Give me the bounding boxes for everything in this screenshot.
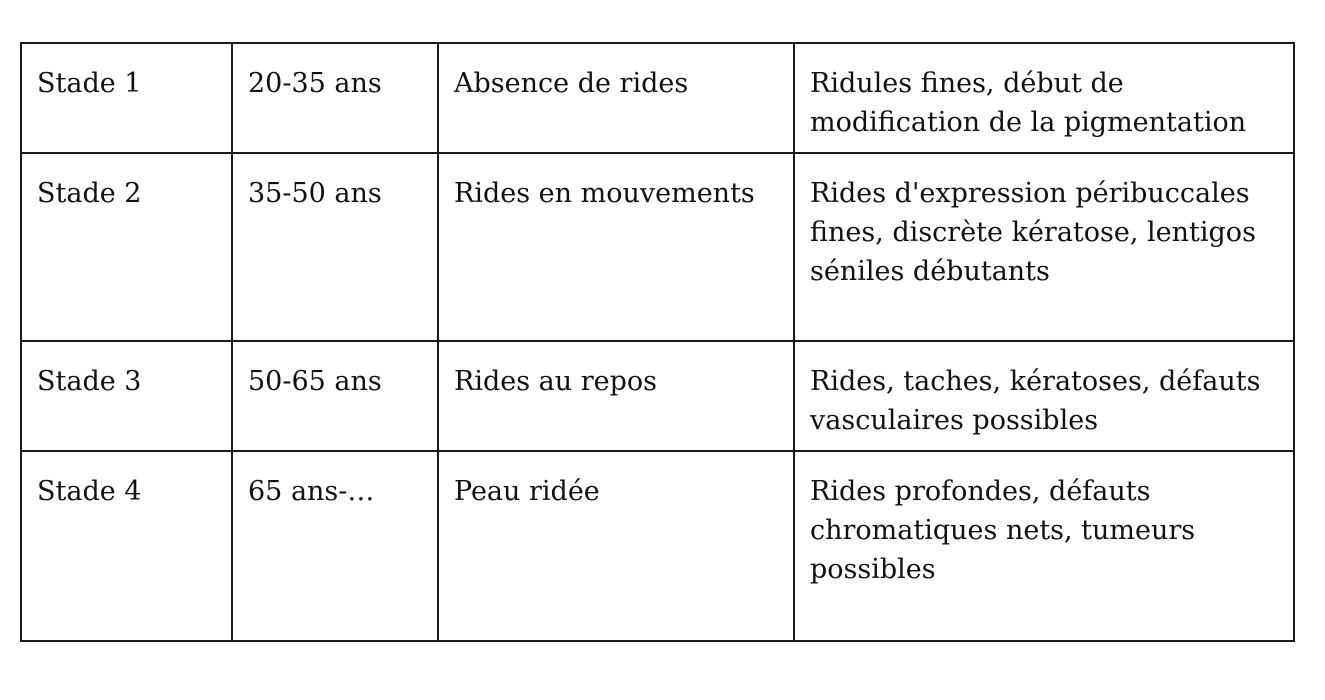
stage-label: Stade 2 xyxy=(37,178,142,209)
wrinkles-status: Rides au repos xyxy=(454,366,658,397)
stage-cell xyxy=(21,43,232,153)
table-row xyxy=(21,153,1294,341)
age-range: 50-65 ans xyxy=(248,366,382,397)
skin-description: Rides profondes, défauts chromatiques nets, tumeurs possibles xyxy=(810,476,1196,585)
stage-cell xyxy=(21,341,232,451)
table-row xyxy=(21,341,1294,451)
skin-description: Rides d'expression péribuccales fines, discrète kératose, lentigos séniles débutants xyxy=(810,178,1256,287)
stage-cell xyxy=(21,153,232,341)
wrinkles-status: Rides en mouvements xyxy=(454,178,755,209)
description-cell xyxy=(794,43,1294,153)
wrinkles-cell xyxy=(438,341,794,451)
skin-description: Rides, taches, kératoses, défauts vasculaires possibles xyxy=(810,366,1261,436)
skin-aging-stages-table xyxy=(20,42,1295,642)
age-cell xyxy=(232,451,438,641)
wrinkles-cell xyxy=(438,451,794,641)
age-cell xyxy=(232,43,438,153)
age-range: 65 ans-… xyxy=(248,476,375,507)
age-range: 35-50 ans xyxy=(248,178,382,209)
description-cell xyxy=(794,153,1294,341)
age-cell xyxy=(232,153,438,341)
wrinkles-cell xyxy=(438,43,794,153)
wrinkles-status: Absence de rides xyxy=(454,68,689,99)
table-row xyxy=(21,43,1294,153)
stage-label: Stade 3 xyxy=(37,366,142,397)
table-row xyxy=(21,451,1294,641)
description-cell xyxy=(794,451,1294,641)
stage-cell xyxy=(21,451,232,641)
skin-description: Ridules fines, début de modification de la pigmentation xyxy=(810,68,1247,138)
description-cell xyxy=(794,341,1294,451)
stage-label: Stade 4 xyxy=(37,476,142,507)
age-cell xyxy=(232,341,438,451)
stage-label: Stade 1 xyxy=(37,68,142,99)
wrinkles-cell xyxy=(438,153,794,341)
wrinkles-status: Peau ridée xyxy=(454,476,600,507)
age-range: 20-35 ans xyxy=(248,68,382,99)
